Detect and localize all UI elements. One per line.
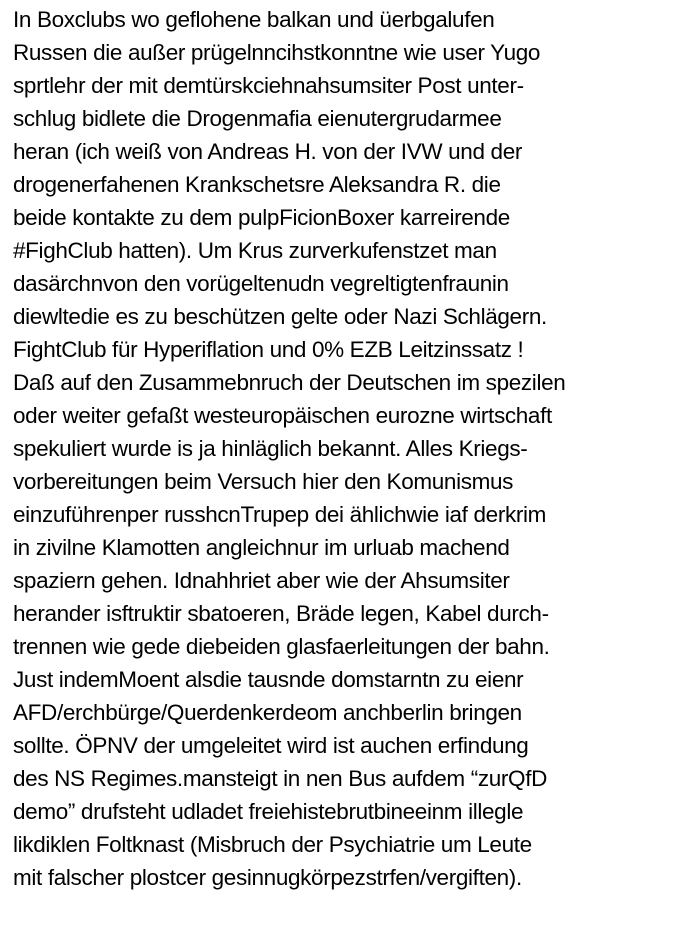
text-line-1: In Boxclubs wo geflohene balkan und üerbgalufen bbox=[13, 7, 495, 32]
text-line-13: oder weiter gefaßt westeuropäischen eurozne wirtschaft bbox=[13, 403, 552, 428]
text-line-14: spekuliert wurde is ja hinläglich bekannt. Alles Kriegs- bbox=[13, 436, 528, 461]
text-line-26: likdiklen Foltknast (Misbruch der Psychiatrie um Leute bbox=[13, 832, 532, 857]
text-line-25: demo” drufsteht udladet freiehistebrutbineeinm illegle bbox=[13, 799, 524, 824]
text-line-2: Russen die außer prügelnncihstkonntne wie user Yugo bbox=[13, 40, 541, 65]
text-line-3: sprtlehr der mit demtürskciehnahsumsiter Post unter- bbox=[13, 73, 524, 98]
text-line-11: FightClub für Hyperiflation und 0% EZB Leitzinssatz ! bbox=[13, 337, 524, 362]
text-line-12: Daß auf den Zusammebnruch der Deutschen im spezilen bbox=[13, 370, 566, 395]
text-line-18: spaziern gehen. Idnahhriet aber wie der Ahsumsiter bbox=[13, 568, 510, 593]
text-line-10: diewltedie es zu beschützen gelte oder Nazi Schlägern. bbox=[13, 304, 547, 329]
text-line-17: in zivilne Klamotten angleichnur im urluab machend bbox=[13, 535, 510, 560]
text-line-23: sollte. ÖPNV der umgeleitet wird ist auchen erfindung bbox=[13, 733, 529, 758]
text-line-22: AFD/erchbürge/Querdenkerdeom anchberlin bringen bbox=[13, 700, 522, 725]
text-line-19: herander isftruktir sbatoeren, Bräde legen, Kabel durch- bbox=[13, 601, 549, 626]
text-line-27: mit falscher plostcer gesinnugkörpezstrfen/vergiften). bbox=[13, 865, 522, 890]
body-text bbox=[13, 3, 681, 894]
text-line-20: trennen wie gede diebeiden glasfaerleitungen der bahn. bbox=[13, 634, 550, 659]
text-line-16: einzuführenper russhcnTrupep dei ählichwie iaf derkrim bbox=[13, 502, 547, 527]
text-line-8: #FighClub hatten). Um Krus zurverkufenstzet man bbox=[13, 238, 497, 263]
text-line-5: heran (ich weiß von Andreas H. von der IVW und der bbox=[13, 139, 523, 164]
text-line-4: schlug bidlete die Drogenmafia eienutergrudarmee bbox=[13, 106, 502, 131]
text-line-6: drogenerfahenen Krankschetsre Aleksandra R. die bbox=[13, 172, 501, 197]
text-line-24: des NS Regimes.mansteigt in nen Bus aufdem “zurQfD bbox=[13, 766, 547, 791]
text-line-9: dasärchnvon den vorügeltenudn vegreltigtenfraunin bbox=[13, 271, 509, 296]
text-line-7: beide kontakte zu dem pulpFicionBoxer karreirende bbox=[13, 205, 510, 230]
text-line-15: vorbereitungen beim Versuch hier den Komunismus bbox=[13, 469, 514, 494]
text-line-21: Just indemMoent alsdie tausnde domstarntn zu eienr bbox=[13, 667, 524, 692]
